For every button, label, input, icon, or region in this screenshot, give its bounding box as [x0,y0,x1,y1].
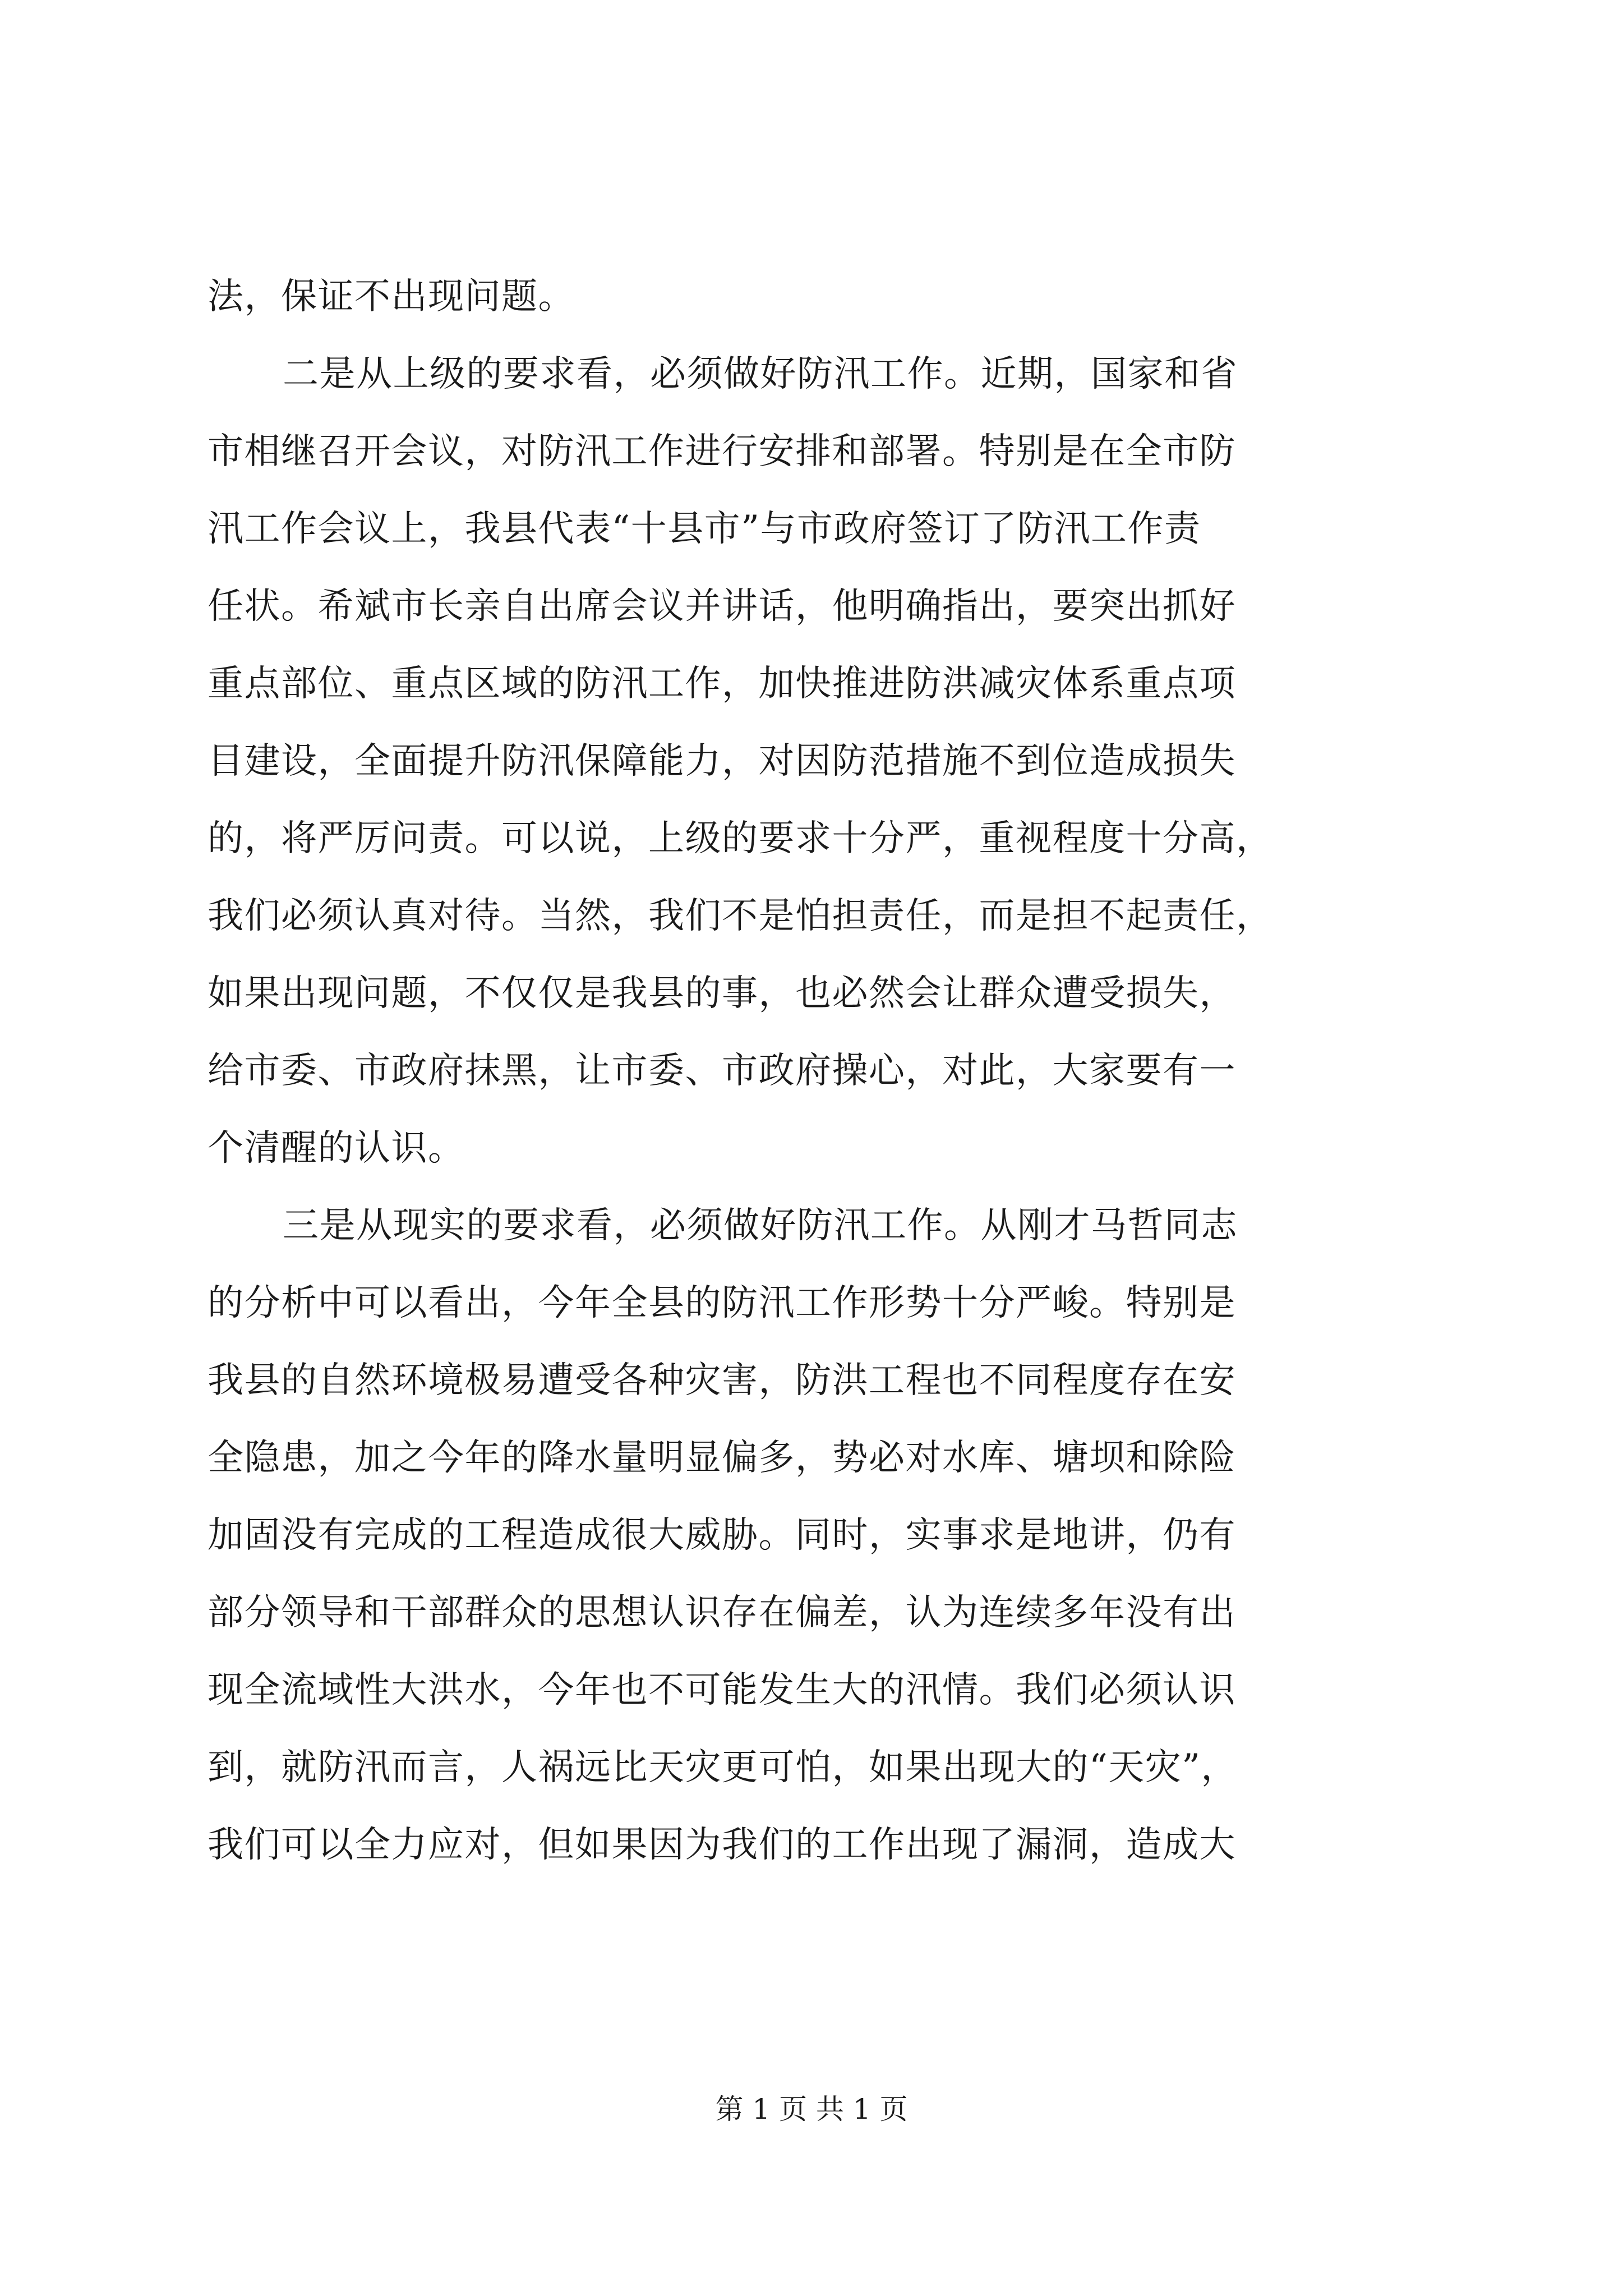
text-line: 到，就防汛而言，人祸远比天灾更可怕，如果出现大的“天灾”， [208,1747,1238,1788]
text-line: 的，将严厉问责。可以说，上级的要求十分严，重视程度十分高， [208,818,1273,859]
paragraph-start-line: 二是从上级的要求看，必须做好防汛工作。近期，国家和省 [283,353,1238,395]
text-line: 市相继召开会议，对防汛工作进行安排和部署。特别是在全市防 [208,431,1236,472]
text-line: 任状。希斌市长亲自出席会议并讲话，他明确指出，要突出抓好 [208,586,1236,627]
page-footer: 第 1 页 共 1 页 [715,2093,908,2125]
text-line: 汛工作会议上，我县代表“十县市”与市政府签订了防汛工作责 [208,508,1201,550]
text-line: 法，保证不出现问题。 [208,276,575,318]
document-body [208,258,1419,1884]
text-line: 我县的自然环境极易遭受各种灾害，防洪工程也不同程度存在安 [208,1360,1236,1401]
paragraph-start-line: 三是从现实的要求看，必须做好防汛工作。从刚才马哲同志 [283,1205,1238,1246]
text-line: 我们必须认真对待。当然，我们不是怕担责任，而是担不起责任， [208,895,1273,937]
text-line: 给市委、市政府抹黑，让市委、市政府操心，对此，大家要有一 [208,1050,1236,1092]
text-line: 个清醒的认识。 [208,1128,465,1169]
text-line: 的分析中可以看出，今年全县的防汛工作形势十分严峻。特别是 [208,1282,1236,1324]
text-line: 加固没有完成的工程造成很大威胁。同时，实事求是地讲，仍有 [208,1515,1236,1556]
text-line: 目建设，全面提升防汛保障能力，对因防范措施不到位造成损失 [208,740,1236,782]
text-line: 部分领导和干部群众的思想认识存在偏差，认为连续多年没有出 [208,1592,1236,1634]
text-line: 全隐患，加之今年的降水量明显偏多，势必对水库、塘坝和除险 [208,1437,1236,1479]
text-line: 如果出现问题，不仅仅是我县的事，也必然会让群众遭受损失， [208,973,1236,1014]
text-line: 我们可以全力应对，但如果因为我们的工作出现了漏洞，造成大 [208,1824,1236,1866]
text-line: 重点部位、重点区域的防汛工作，加快推进防洪减灾体系重点项 [208,663,1236,705]
text-line: 现全流域性大洪水，今年也不可能发生大的汛情。我们必须认识 [208,1669,1236,1711]
